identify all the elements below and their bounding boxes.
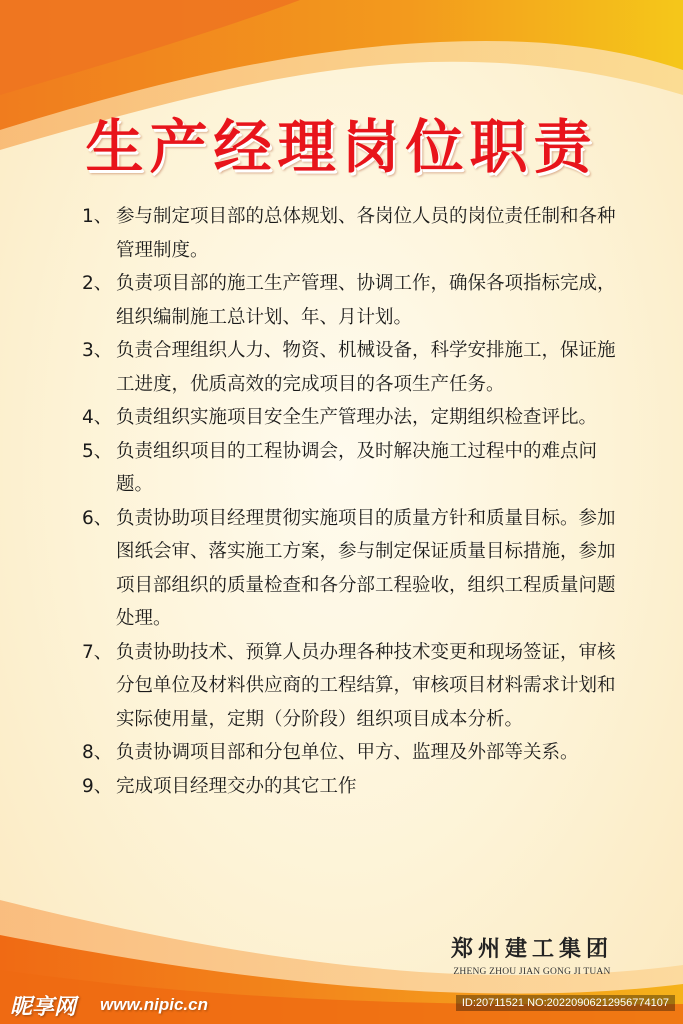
duty-text: 负责合理组织人力、物资、机械设备，科学安排施工，保证施工进度，优质高效的完成项目的各项生产任务。 <box>116 340 616 395</box>
duty-text: 负责协助项目经理贯彻实施项目的质量方针和质量目标。参加图纸会审、落实施工方案，参与制定保证质量目标措施，参加项目部组织的质量检查和各分部工程验收，组织工程质量问题处理。 <box>116 507 616 629</box>
duty-item <box>82 636 622 737</box>
watermark-id: ID:20711521 NO:20220906212956774107 <box>456 995 675 1011</box>
duty-text: 完成项目经理交办的其它工作 <box>116 775 357 797</box>
duty-item <box>82 502 622 636</box>
duty-text: 参与制定项目部的总体规划、各岗位人员的岗位责任制和各种管理制度。 <box>116 206 616 261</box>
duty-number: 8、 <box>82 742 113 763</box>
duty-item <box>82 736 622 770</box>
duty-number: 9、 <box>82 775 113 797</box>
duty-text: 负责项目部的施工生产管理、协调工作，确保各项指标完成，组织编制施工总计划、年、月计划。 <box>116 273 616 328</box>
poster-title: 生产经理岗位职责 <box>85 113 598 181</box>
company-name-en: ZHENG ZHOU JIAN GONG JI TUAN <box>453 967 611 977</box>
duty-number: 7、 <box>82 641 113 663</box>
duty-number: 4、 <box>82 407 113 428</box>
watermark-url: www.nipic.cn <box>100 995 208 1014</box>
duty-item <box>82 770 622 804</box>
company-name-cn: 郑州建工集团 <box>450 936 613 962</box>
duty-item <box>82 334 622 401</box>
duty-number: 3、 <box>82 340 113 361</box>
duty-text: 负责协调项目部和分包单位、甲方、监理及外部等关系。 <box>116 742 579 763</box>
duty-item <box>82 267 622 334</box>
duty-item <box>82 435 622 502</box>
duty-text: 负责组织项目的工程协调会，及时解决施工过程中的难点问题。 <box>116 440 598 495</box>
duty-number: 5、 <box>82 440 113 462</box>
duty-number: 1、 <box>82 206 113 227</box>
duty-text: 负责协助技术、预算人员办理各种技术变更和现场签证，审核分包单位及材料供应商的工程结算，审核项目材料需求计划和实际使用量，定期（分阶段）组织项目成本分析。 <box>116 641 616 730</box>
watermark-logo: 昵享网 <box>10 995 77 1020</box>
duty-number: 2、 <box>82 273 113 294</box>
duty-list <box>82 200 622 803</box>
company-signature <box>451 932 613 977</box>
duty-item <box>82 200 622 267</box>
duty-item <box>82 401 622 435</box>
duty-text: 负责组织实施项目安全生产管理办法，定期组织检查评比。 <box>116 407 598 428</box>
duty-number: 6、 <box>82 507 113 529</box>
